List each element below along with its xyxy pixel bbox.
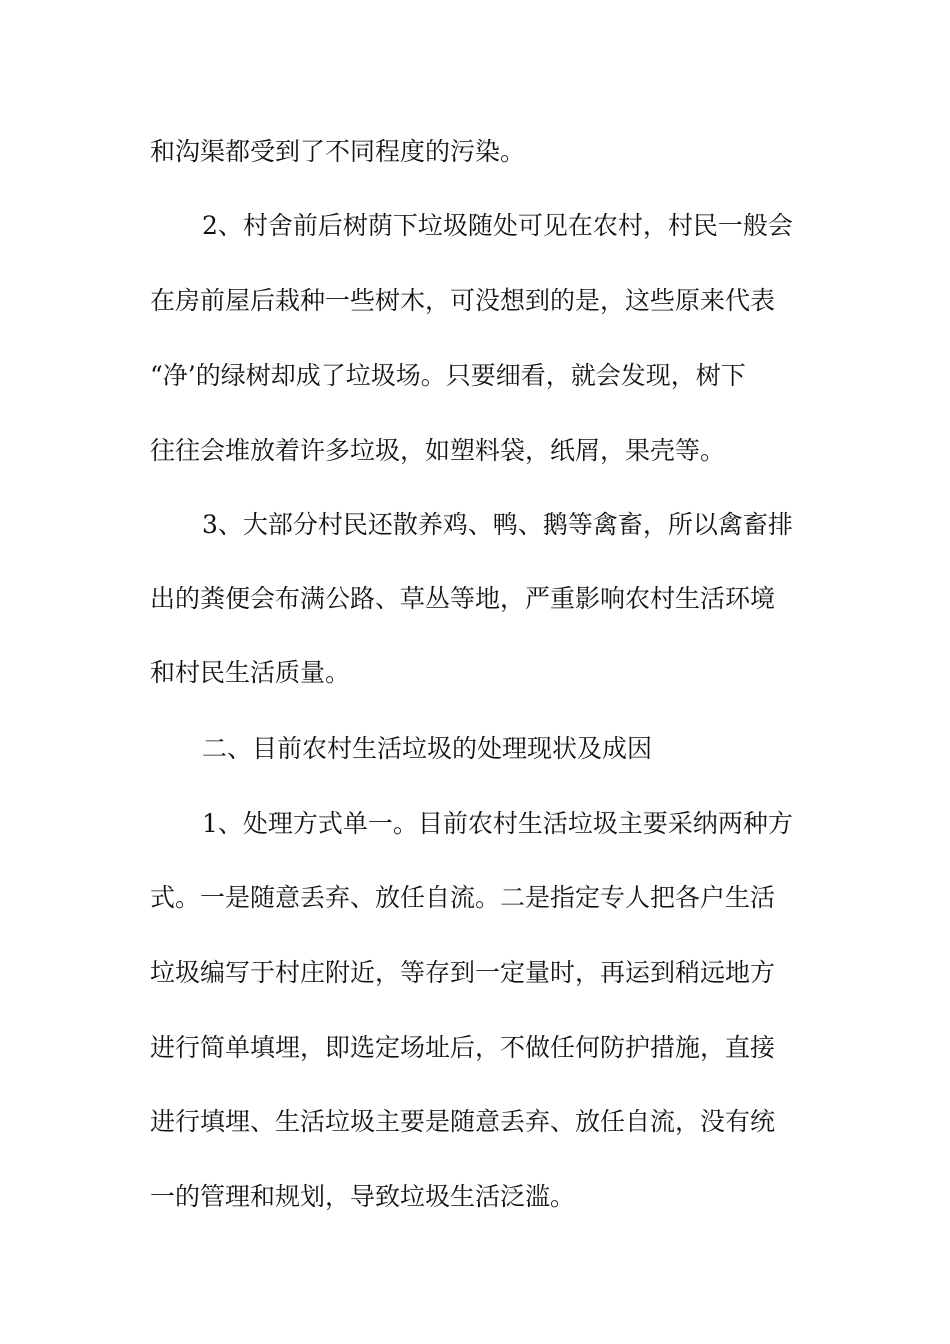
text-line-4: “净’的绿树却成了垃圾场。只要细看，就会发现，树下 bbox=[150, 361, 746, 390]
text-line-2: 2、村舍前后树荫下垃圾随处可见在农村，村民一般会 bbox=[202, 211, 793, 240]
text-line-5: 往往会堆放着许多垃圾，如塑料袋，纸屑，果壳等。 bbox=[150, 436, 726, 465]
text-line-8: 和村民生活质量。 bbox=[150, 658, 351, 687]
text-line-11: 式。一是随意丢弃、放任自流。二是指定专人把各户生活 bbox=[150, 883, 776, 912]
text-line-15: 一的管理和规划，导致垃圾生活泛滥。 bbox=[150, 1182, 576, 1211]
text-line-14: 进行填埋、生活垃圾主要是随意丢弃、放任自流，没有统 bbox=[150, 1107, 776, 1136]
text-line-6: 3、大部分村民还散养鸡、鸭、鹅等禽畜，所以禽畜排 bbox=[202, 510, 793, 539]
text-line-10: 1、处理方式单一。目前农村生活垃圾主要采纳两种方 bbox=[202, 809, 793, 838]
text-line-7: 出的粪便会布满公路、草丛等地，严重影响农村生活环境 bbox=[150, 584, 776, 613]
text-line-13: 进行简单填埋，即选定场址后，不做任何防护措施，直接 bbox=[150, 1033, 776, 1062]
text-line-3: 在房前屋后栽种一些树木，可没想到的是，这些原来代表 bbox=[150, 286, 776, 315]
section-heading: 二、目前农村生活垃圾的处理现状及成因 bbox=[202, 734, 653, 763]
text-line-1: 和沟渠都受到了不同程度的污染。 bbox=[150, 137, 526, 166]
text-line-12: 垃圾编写于村庄附近，等存到一定量时，再运到稍远地方 bbox=[150, 958, 776, 987]
